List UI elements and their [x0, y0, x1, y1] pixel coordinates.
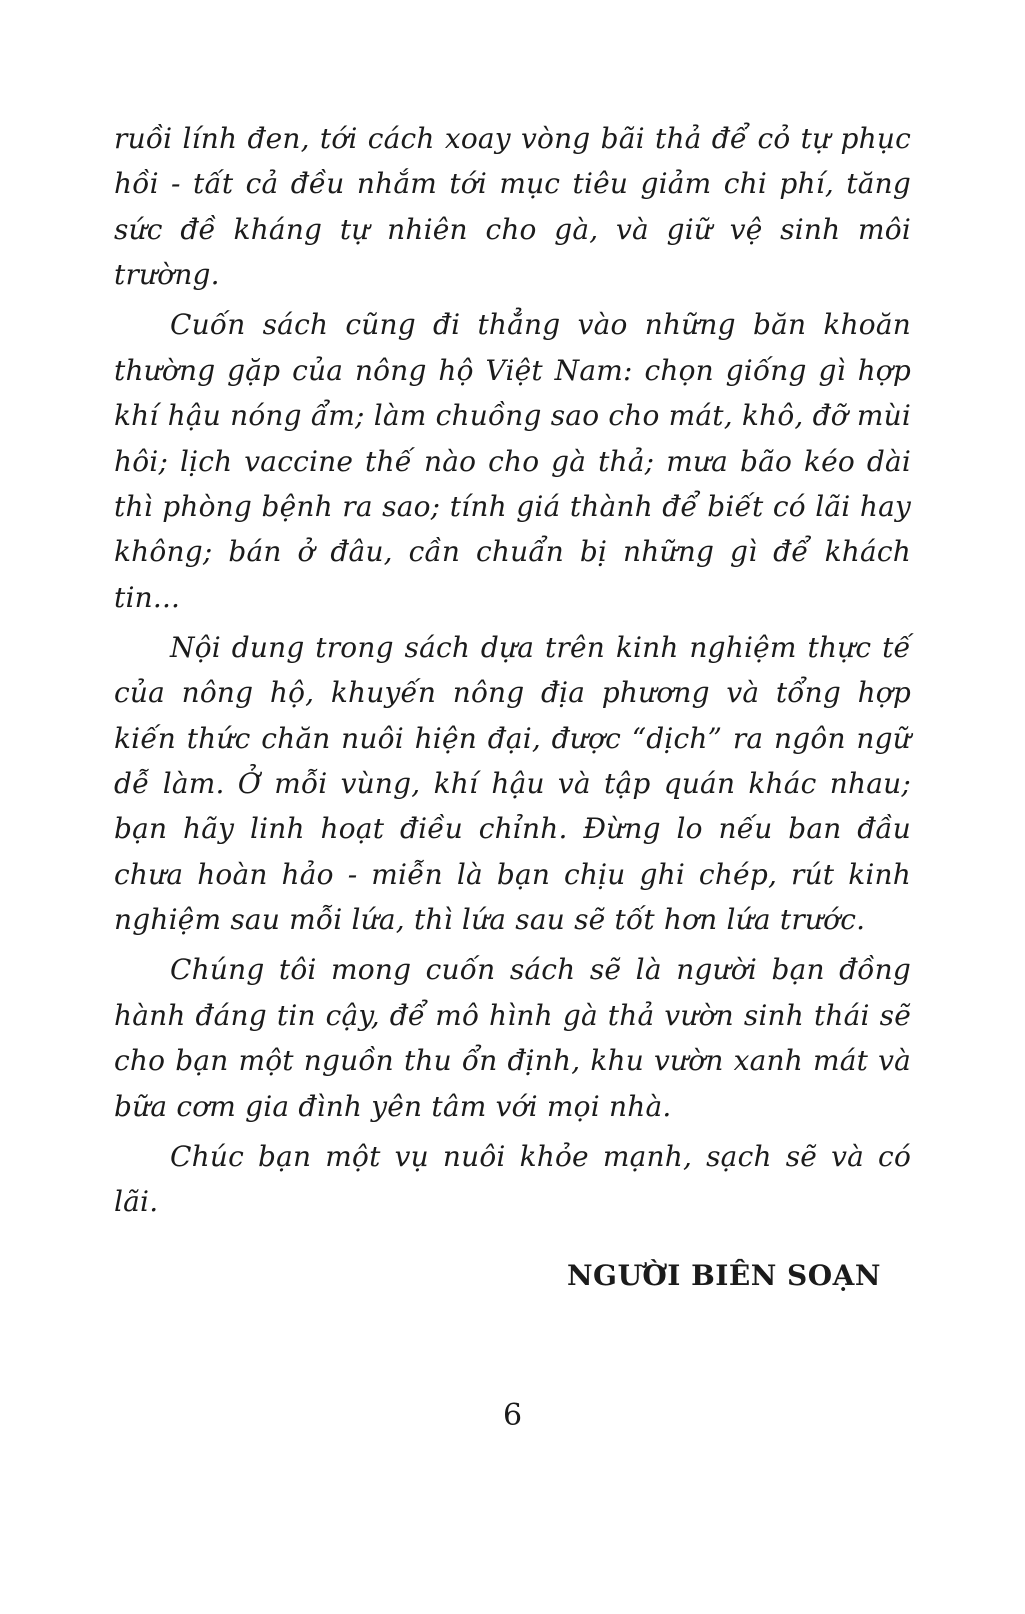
page-content [114, 116, 911, 1320]
paragraph: ruồi lính đen, tới cách xoay vòng bãi thả để cỏ tự phục hồi - tất cả đều nhắm tới mục tiêu giảm chi phí, tăng sức đề kháng tự nhiên cho gà, và giữ vệ sinh môi trường. [114, 122, 911, 292]
paragraph: Chúng tôi mong cuốn sách sẽ là người bạn đồng hành đáng tin cậy, để mô hình gà thả vườn sinh thái sẽ cho bạn một nguồn thu ổn định, khu vườn xanh mát và bữa cơm gia đình yên tâm với mọi nhà. [114, 953, 911, 1123]
paragraph: Cuốn sách cũng đi thẳng vào những băn khoăn thường gặp của nông hộ Việt Nam: chọn giống gì hợp khí hậu nóng ẩm; làm chuồng sao cho mát, khô, đỡ mùi hôi; lịch vaccine thế nào cho gà thả; mưa bão kéo dài thì phòng bệnh ra sao; tính giá thành để biết có lãi hay không; bán ở đâu, cần chuẩn bị những gì để khách tin... [114, 308, 912, 614]
paragraph: Chúc bạn một vụ nuôi khỏe mạnh, sạch sẽ và có lãi. [114, 1139, 911, 1219]
paragraph: Nội dung trong sách dựa trên kinh nghiệm thực tế của nông hộ, khuyến nông địa phương và tổng hợp kiến thức chăn nuôi hiện đại, được “dịch” ra ngôn ngữ dễ làm. Ở mỗi vùng, khí hậu và tập quán khác nhau; bạn hãy linh hoạt điều chỉnh. Đừng lo nếu ban đầu chưa hoàn hảo - miễn là bạn chịu ghi chép, rút kinh nghiệm sau mỗi lứa, thì lứa sau sẽ tốt hơn lứa trước. [114, 630, 911, 937]
author-line: NGƯỜI BIÊN SOẠN [566, 1258, 881, 1292]
page-number: 6 [502, 1398, 523, 1433]
